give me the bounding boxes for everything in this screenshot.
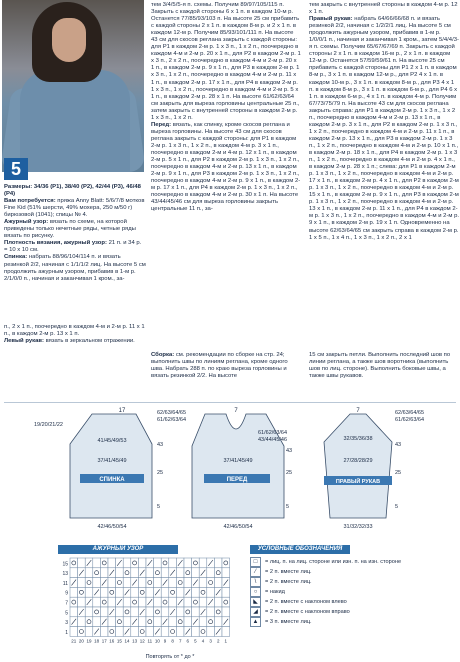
chart-cell: [214, 607, 222, 617]
chart-cell: [85, 587, 93, 597]
svg-text:61/62/63/64: 61/62/63/64: [395, 417, 425, 423]
front-schema-label: ПЕРЕД: [226, 477, 248, 483]
chart-cell: [93, 597, 101, 607]
chart-column-number: 16: [109, 638, 115, 644]
chart-cell: [123, 607, 131, 617]
chart-cell: [78, 558, 86, 568]
chart-cell: [85, 568, 93, 578]
chart-cell: [78, 578, 86, 588]
svg-text:61/62/63/64: 61/62/63/64: [157, 417, 187, 423]
chart-cell: [192, 597, 200, 607]
final-assembly-text: 15 см закрыть петли. Выполнить последний шов по линии реглана, а также шов воротника (выполнить шов по лиц. стороне). Выполнить боковые швы, а также швы рукавов.: [309, 352, 451, 380]
chart-cell: [222, 597, 230, 607]
chart-cell: [199, 578, 207, 588]
chart-column-number: 20: [78, 638, 84, 644]
chart-column-number: 15: [116, 638, 122, 644]
chart-cell: [184, 597, 192, 607]
back-continued-text: тем 3/4/5/5-я п. схемы. Получим 89/97/105/115 п. Закрыть с каждой стороны 6 х 1 п. в каждом 10-м р. Останется 77/85/93/103 п. На высоте 25 см прибавить с каждой стороны 2 х 1 п. в каждом 8-м р. и 2 х 1 п. в каждом 12-м р. Получим 85/93/101/111 п. На высоте 43 см для скосов реглана закрыть с каждой стороны: для Р1 в каждом 2-м р. 1 х 3 п., 1 х 2 п., поочередно в каждом 4-м и 2-м р. 20 х 1 п., для Р2 в каждом 2-м р. 1 х 3 п., 2 х 2 п., поочередно в каждом 4-м и 2-м р. 20 х 1 п., в каждом 2-м р. 9 х 1 п., для Р3 в каждом 2-м р. 1 х 3 п., 1 х 2 п., поочередно в каждом 4-м и 2-м р. 11 х 1 п., в каждом 2-м р. 17 х 1 п., для Р4 в каждом 2-м р. 1 х 3 п., 1 х 2 п., поочередно в каждом 4-м и 2-м р. 5 х 1 п., в каждом 2-м р. 28 х 1 п. На высоте 61/62/63/64 см закрыть для выреза горловины центральные 25 п., затем закрыть с внутренней стороны в каждом 2-м р. 1 х 3 п., 1 х 2 п.: [151, 2, 301, 121]
chart-column-number: 11: [147, 638, 153, 644]
right-sleeve-text: набрать 64/66/66/68 п. и вязать резинкой 2/2, начиная с 1/2/2/1 лиц. На высоте 5 см продолжить ажурным узором, прибавив в 1-м р. 1/0/0/1 п., начиная и заканчивая 1 кром., затем 5/4/4/3-я п. схемы. Получим 65/67/67/69 п. Закрыть с каждой стороны 2 х 1 п. в каждом 16-м р., 2 х 1 п. в каждом 12-м р. Останется 57/59/59/61 п. На высоте 25 см прибавить с каждой стороны для Р1 2 х 1 п. в каждом 8-м р., 3 х 1 п. в каждом 12-м р., для Р2 4 х 1 п. в каждом 10-м р., 3 х 1 п. в каждом 8-м р., для Р3 4 х 1 п. в каждом 8-м р., 3 х 1 п. в каждом 6-м р., для Р4 6 х 1 п. в каждом 6-м р., 4 х 1 п. в каждом 4-м р. Получим 67/73/75/79 п. На высоте 43 см для скосов реглана закрыть справа: для Р1 в каждом 2-м р. 1 х 3 п., 1 х 2 п., поочередно в каждом 4-м и 2-м р. 13 х 1 п., в каждом 2-м р. 3 х 1 п., для Р2 в каждом 2-м р. 1 х 3 п., 1 х 2 п., поочередно в каждом 4-м и 2-м р. 11 х 1 п., в каждом 2-м р. 13 х 1 п., для Р3 в каждом 2-м р. 1 х 3 п., 1 х 2 п., поочередно в каждом 4-м и 2-м р. 10 х 1 п., в каждом 2-м р. 18 х 1 п., для Р4 в каждом 2-м р. 1 х 3 п., 1 х 2 п., поочередно в каждом 4-м и 2-м р. 4 х 1 п., в каждом 2-м р. 28 х 1 п.; слева: для Р1 в каждом 2-м р. 1 х 3 п., 1 х 2 п., поочередно в каждом 4-м и 2-м р. 17 х 1 п., в каждом 2-м р. 4 х 1 п., для Р2 в каждом 2-м р. 1 х 3 п., 1 х 2 п., поочередно в каждом 4-м и 2-м р. 15 х 1 п., в каждом 2-м р. 9 х 1 п., для Р3 в каждом 2-м р. 1 х 3 п., 1 х 2 п., поочередно в каждом 4-м и 2-м р. 13 х 1 п., в каждом 2-м р. 11 х 1 п., для Р4 в каждом 2-м р. 1 х 3 п., 1 х 2 п., поочередно в каждом 4-м и 2-м р. 9 х 1 п., в каждом 2-м р. 19 х 1 п. Одновременно на высоте 62/63/64/65 см закрыть справа в каждом 2-м р. 1 х 5 п., 1 х 4 п., 1 х 3 п., 1 х 2 п., 2 х 1: [309, 16, 460, 241]
chart-cell: [146, 617, 154, 627]
chart-cell: [108, 617, 116, 627]
sizes-text: Размеры: 34/36 (P1), 38/40 (P2), 42/44 (P3), 46/48 (P4): [4, 184, 141, 198]
chart-cell: [108, 597, 116, 607]
legend-symbol-icon: ◢: [250, 607, 261, 617]
chart-cell: [100, 568, 108, 578]
svg-text:27/28/28/29: 27/28/28/29: [343, 458, 373, 464]
svg-text:32/35/36/38: 32/35/36/38: [343, 436, 373, 442]
chart-column-number: 8: [171, 638, 174, 644]
chart-cell: [100, 627, 108, 637]
legend-title: УСЛОВНЫЕ ОБОЗНАЧЕНИЯ: [250, 545, 350, 554]
legend-symbol-icon: ◣: [250, 597, 261, 607]
chart-cell: [93, 558, 101, 568]
chart-row-number: 9: [65, 590, 68, 597]
chart-cell: [93, 607, 101, 617]
chart-cell: [138, 627, 146, 637]
chart-cell: [123, 578, 131, 588]
svg-text:41/45/49/53: 41/45/49/53: [97, 438, 127, 444]
svg-text:19/20/21/22: 19/20/21/22: [33, 422, 63, 428]
chart-cell: [222, 558, 230, 568]
chart-cell: [199, 558, 207, 568]
chart-cell: [93, 578, 101, 588]
chart-column-number: 19: [86, 638, 92, 644]
chart-cell: [192, 587, 200, 597]
chart-cell: [116, 587, 124, 597]
chart-cell: [207, 587, 215, 597]
chart-cell: [108, 578, 116, 588]
legend-text: = 2 п. вместе лиц.: [265, 579, 312, 585]
chart-column-number: 17: [101, 638, 107, 644]
legend-text: = лиц. п. на лиц. стороне или изн. п. на изн. стороне: [265, 559, 402, 565]
chart-cell: [100, 587, 108, 597]
svg-text:7: 7: [234, 408, 238, 414]
legend-text: = 2 п. вместе с наклоном влево: [265, 599, 347, 605]
chart-cell: [176, 617, 184, 627]
chart-column-number: 10: [154, 638, 160, 644]
svg-text:17: 17: [118, 408, 126, 414]
chart-cell: [123, 558, 131, 568]
legend-item: [250, 557, 456, 567]
chart-cell: [184, 617, 192, 627]
chart-cell: [138, 558, 146, 568]
chart-cell: [214, 568, 222, 578]
legend-text: = 3 п. вместе лиц.: [265, 619, 312, 625]
chart-cell: [169, 627, 177, 637]
legend-item: [250, 597, 456, 607]
back-label: Спинка:: [4, 254, 28, 261]
chart-cell: [123, 617, 131, 627]
lace-chart: [58, 556, 244, 660]
chart-cell: [169, 617, 177, 627]
chart-cell: [85, 607, 93, 617]
chart-cell: [184, 568, 192, 578]
svg-text:62/63/64/65: 62/63/64/65: [395, 410, 425, 416]
chart-cell: [207, 617, 215, 627]
chart-cell: [116, 568, 124, 578]
right-column: [309, 2, 459, 242]
chart-cell: [199, 587, 207, 597]
chart-cell: [222, 587, 230, 597]
chart-cell: [214, 558, 222, 568]
chart-column-number: 13: [132, 638, 138, 644]
chart-grid: [70, 558, 230, 636]
repeat-label: Повторять от * до *: [145, 654, 195, 660]
legend-text: = 2 п. вместе лиц.: [265, 569, 312, 575]
chart-cell: [176, 627, 184, 637]
materials-label: Вам потребуется:: [4, 198, 56, 205]
chart-cell: [146, 587, 154, 597]
svg-text:37/41/45/49: 37/41/45/49: [97, 458, 127, 464]
chart-column-numbers: [71, 638, 227, 643]
chart-cell: [70, 597, 78, 607]
density-label: Плотность вязания, ажурный узор:: [4, 240, 107, 247]
svg-text:61/62/63/64: 61/62/63/64: [258, 430, 288, 436]
chart-column-number: 12: [139, 638, 145, 644]
chart-cell: [100, 607, 108, 617]
chart-cell: [176, 607, 184, 617]
chart-cell: [70, 627, 78, 637]
chart-cell: [207, 568, 215, 578]
svg-text:7: 7: [356, 408, 360, 414]
front-continued-text: тем закрыть с внутренней стороны в каждом 4-м р. 12 х 1 п.: [309, 2, 458, 16]
svg-text:25: 25: [286, 470, 293, 476]
chart-cell: [184, 558, 192, 568]
chart-cell: [192, 558, 200, 568]
chart-cell: [184, 578, 192, 588]
chart-cell: [154, 568, 162, 578]
legend-text: = накид: [265, 589, 285, 595]
chart-title: АЖУРНЫЙ УЗОР: [58, 545, 178, 554]
back-schema: [34, 408, 186, 530]
model-photo: [2, 0, 144, 172]
legend-item: [250, 617, 456, 627]
chart-column-number: 1: [224, 638, 228, 644]
chart-cell: [93, 617, 101, 627]
chart-cell: [222, 568, 230, 578]
front-schema: [192, 408, 292, 530]
chart-column-number: 9: [163, 638, 167, 644]
svg-text:43: 43: [157, 442, 164, 448]
chart-cell: [146, 627, 154, 637]
chart-cell: [131, 587, 139, 597]
svg-text:43: 43: [286, 448, 293, 454]
divider: [4, 402, 456, 403]
chart-cell: [78, 617, 86, 627]
chart-column-number: 21: [71, 638, 77, 644]
svg-text:37/41/45/49: 37/41/45/49: [223, 458, 253, 464]
chart-row-number: 15: [62, 561, 68, 568]
legend-item: [250, 567, 456, 577]
legend-item: [250, 577, 456, 587]
chart-cell: [138, 617, 146, 627]
chart-cell: [78, 627, 86, 637]
svg-text:25: 25: [395, 470, 402, 476]
svg-text:5: 5: [157, 504, 161, 510]
chart-cell: [207, 607, 215, 617]
legend-symbol-icon: □: [250, 557, 261, 567]
chart-cell: [154, 558, 162, 568]
chart-column-number: 18: [94, 638, 100, 644]
chart-cell: [222, 607, 230, 617]
chart-cell: [116, 607, 124, 617]
svg-text:62/63/64/65: 62/63/64/65: [157, 410, 187, 416]
chart-row-number: 3: [65, 620, 68, 627]
chart-cell: [192, 627, 200, 637]
chart-cell: [161, 597, 169, 607]
chart-column-number: 2: [216, 638, 220, 644]
chart-cell: [161, 568, 169, 578]
density-text: 21 п. и 34 р. = 10 x 10 см.: [4, 240, 142, 254]
chart-cell: [176, 587, 184, 597]
sleeve-schema: [324, 408, 424, 530]
chart-column-number: 6: [186, 638, 190, 644]
front-text: вязать, как спинку, кроме скосов реглана и выреза горловины. На высоте 43 см для скосов реглана закрыть с каждой стороны: для Р1 в каждом 2-м р. 1 х 3 п., 1 х 2 п., в каждом 4-м р. 3 х 1 п., поочередно в каждом 2-м и 4-м р. 12 х 1 п., в каждом 2-м р. 5 х 1 п., для Р2 в каждом 2-м р. 1 х 3 п., 1 х 2 п., поочередно в каждом 4-м и 2-м р. 13 х 1 п., в каждом 2-м р. 9 х 1 п., для Р3 в каждом 2-м р. 1 х 3 п., 1 х 2 п., поочередно в каждом 4-м и 2-м р. 9 х 1 п., в каждом 2-м р. 17 х 1 п., для Р4 в каждом 2-м р. 1 х 3 п., 1 х 2 п., поочередно в каждом 4-м и 2-м р. 30 х 1 п. На высоте 43/44/45/46 см для выреза горловины закрыть центральные 11 п., за-: [151, 121, 301, 213]
schemas: [0, 404, 460, 540]
chart-cell: [123, 597, 131, 607]
chart-cell: [207, 578, 215, 588]
chart-cell: [154, 597, 162, 607]
chart-cell: [169, 558, 177, 568]
chart-cell: [214, 597, 222, 607]
chart-cell: [161, 607, 169, 617]
chart-cell: [131, 597, 139, 607]
legend-symbol-icon: ▲: [250, 617, 261, 627]
chart-cell: [131, 568, 139, 578]
assembly-text: Сборка: см. рекомендации по сборке на стр. 24; выполнить швы по линиям реглана, кроме одного шва. Набрать 288 п. по краю выреза горловины и вязать резинкой 2/2. На высоте: [151, 352, 288, 380]
chart-cell: [108, 558, 116, 568]
svg-text:43: 43: [395, 442, 402, 448]
legend-text: = 2 п. вместе с наклоном вправо: [265, 609, 350, 615]
chart-cell: [78, 597, 86, 607]
chart-cell: [85, 578, 93, 588]
svg-text:42/46/50/54: 42/46/50/54: [97, 524, 127, 530]
chart-column-number: 14: [124, 638, 130, 644]
chart-cell: [70, 587, 78, 597]
svg-text:31/32/32/33: 31/32/32/33: [343, 524, 373, 530]
chart-cell: [199, 597, 207, 607]
chart-cell: [108, 627, 116, 637]
legend-symbol-icon: \: [250, 577, 261, 587]
chart-row-number: 1: [65, 629, 68, 636]
chart-cell: [85, 627, 93, 637]
chart-column-number: 7: [178, 638, 182, 644]
chart-cell: [161, 558, 169, 568]
lace-text: вязать по схеме, на которой приведены только нечетные ряды, четные ряды вязать по рисунку.: [4, 219, 136, 240]
left-column: [4, 184, 146, 283]
chart-cell: [154, 578, 162, 588]
svg-text:42/46/50/54: 42/46/50/54: [223, 524, 253, 530]
chart-cell: [131, 558, 139, 568]
chart-cell: [146, 578, 154, 588]
chart-cell: [161, 627, 169, 637]
chart-cell: [192, 568, 200, 578]
legend-list: [250, 557, 456, 627]
chart-column-number: 3: [209, 638, 212, 644]
chart-cell: [78, 587, 86, 597]
chart-cell: [176, 568, 184, 578]
chart-cell: [161, 587, 169, 597]
legend-item: [250, 607, 456, 617]
chart-cell: [184, 607, 192, 617]
chart-cell: [70, 568, 78, 578]
left-bottom-text: п., 2 х 1 п., поочередно в каждом 4-м и 2-м р. 11 х 1 п., в каждом 2-м р. 13 х 1 п. Левый рукав: вязать в зеркальном отражении.: [4, 324, 145, 345]
materials-text: пряжа Anny Blatt: 5/6/7/8 мотков Fine Kid (51% шерсти, 49% мохера, 250 м/50 г) бирюзовой (1041); спицы № 4.: [4, 198, 145, 219]
chart-cell: [199, 627, 207, 637]
chart-cell: [70, 558, 78, 568]
chart-cell: [169, 597, 177, 607]
chart-row-number: 7: [65, 600, 68, 607]
chart-cell: [214, 617, 222, 627]
chart-cell: [207, 627, 215, 637]
back-text: набрать 88/96/104/114 п. и вязать резинкой 2/2, начиная с 1/1/1/2 лиц. На высоте 5 см продолжить ажурным узором, прибавив в 1-м р. 2/1/0/0 п., начиная и заканчивая 1 кром., за-: [4, 254, 146, 282]
chart-cell: [100, 558, 108, 568]
chart-row-number: 13: [62, 571, 68, 578]
chart-column-number: 4: [201, 638, 205, 644]
chart-row-number: 5: [65, 610, 68, 617]
chart-cell: [222, 627, 230, 637]
chart-cell: [116, 627, 124, 637]
chart-cell: [100, 597, 108, 607]
chart-cell: [154, 617, 162, 627]
sleeve-schema-label: ПРАВЫЙ РУКАВ: [335, 479, 381, 485]
chart-cell: [123, 568, 131, 578]
svg-text:43/44/45/46: 43/44/45/46: [258, 437, 288, 443]
chart-cell: [146, 568, 154, 578]
chart-cell: [176, 578, 184, 588]
middle-column: [151, 2, 301, 213]
chart-cell: [70, 607, 78, 617]
chart-cell: [199, 617, 207, 627]
lace-label: Ажурный узор:: [4, 219, 49, 226]
chart-cell: [116, 617, 124, 627]
chart-cell: [116, 578, 124, 588]
pattern-number-badge: 5: [4, 158, 28, 180]
chart-cell: [138, 578, 146, 588]
left-sleeve-label: Левый рукав:: [4, 338, 44, 345]
chart-cell: [169, 578, 177, 588]
chart-cell: [169, 587, 177, 597]
chart-cell: [154, 607, 162, 617]
chart-row-numbers: [62, 561, 68, 636]
chart-cell: [192, 607, 200, 617]
chart-cell: [138, 597, 146, 607]
chart-cell: [146, 607, 154, 617]
svg-text:25: 25: [157, 470, 164, 476]
back-schema-label: СПИНКА: [99, 477, 125, 483]
chart-cell: [108, 587, 116, 597]
chart-cell: [93, 568, 101, 578]
chart-cell: [85, 617, 93, 627]
chart-cell: [131, 607, 139, 617]
chart-cell: [131, 627, 139, 637]
chart-row-number: 11: [62, 580, 68, 587]
svg-text:5: 5: [395, 504, 399, 510]
right-sleeve-label: Правый рукав:: [309, 16, 353, 23]
chart-cell: [138, 587, 146, 597]
chart-column-number: 5: [194, 638, 197, 644]
legend-symbol-icon: ○: [250, 587, 261, 597]
chart-cell: [214, 578, 222, 588]
legend-symbol-icon: ⁄: [250, 567, 261, 577]
svg-text:5: 5: [286, 504, 290, 510]
legend-item: [250, 587, 456, 597]
front-label: Перед:: [151, 121, 172, 128]
